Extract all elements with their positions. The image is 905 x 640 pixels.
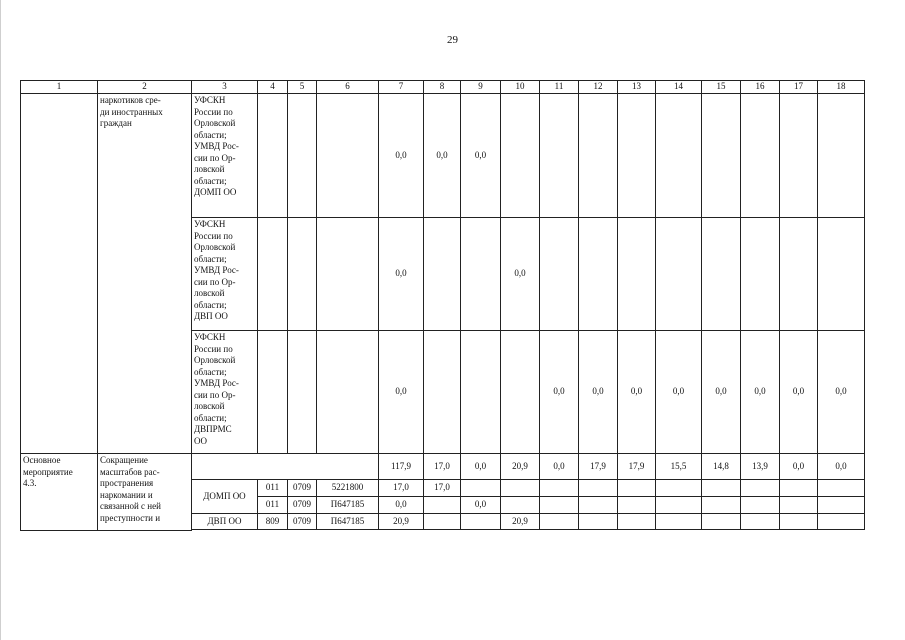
column-header: 1 [21,81,98,94]
column-header: 14 [656,81,702,94]
page-edge [0,0,1,640]
value-cell [702,218,741,331]
continued-row [21,94,865,218]
column-header: 8 [424,81,461,94]
value-cell [618,497,656,514]
column-header: 12 [579,81,618,94]
total-value-cell: 20,9 [501,454,540,480]
value-cell [818,480,865,497]
value-cell [780,497,818,514]
value-cell [424,514,461,530]
value-cell [258,94,288,218]
value-cell: 0,0 [379,94,424,218]
value-cell [702,514,741,530]
value-cell [579,497,618,514]
measure-number-cell: Основное мероприятие 4.3. [21,454,98,531]
value-cell [461,480,501,497]
value-cell: 0,0 [501,218,540,331]
column-header: 15 [702,81,741,94]
total-value-cell: 17,9 [618,454,656,480]
value-cell [461,331,501,454]
value-cell: 0,0 [656,331,702,454]
value-cell [780,480,818,497]
measure-name-cell: Сокращение масштабов рас- пространения наркомании и связанной с ней преступности и [98,454,192,531]
value-cell [579,94,618,218]
value-cell: 0,0 [379,218,424,331]
column-header: 2 [98,81,192,94]
column-header: 9 [461,81,501,94]
measure-total-row [21,454,865,480]
value-cell [618,480,656,497]
total-value-cell: 117,9 [379,454,424,480]
value-cell [540,218,579,331]
program-table [20,80,865,531]
value-cell [424,331,461,454]
value-cell [317,94,379,218]
value-cell [618,94,656,218]
value-cell [818,497,865,514]
column-header: 13 [618,81,656,94]
column-header: 4 [258,81,288,94]
total-value-cell: 15,5 [656,454,702,480]
total-value-cell: 0,0 [780,454,818,480]
measure-name-cell: наркотиков сре- ди иностранных граждан [98,94,192,454]
total-value-cell: 14,8 [702,454,741,480]
executor-cell: УФСКН России по Орловской области; УМВД Рос- сии по Ор- ловской области; ДВП ОО [192,218,258,331]
value-cell: 0,0 [540,331,579,454]
value-cell [424,497,461,514]
value-cell [818,94,865,218]
value-cell [818,514,865,530]
column-header: 17 [780,81,818,94]
value-cell [288,331,317,454]
value-cell [741,497,780,514]
column-header: 5 [288,81,317,94]
total-value-cell: 0,0 [818,454,865,480]
code-cell: 5221800 [317,480,379,497]
value-cell [702,94,741,218]
code-cell: 0709 [288,480,317,497]
code-cell: П647185 [317,497,379,514]
column-header: 3 [192,81,258,94]
column-header: 18 [818,81,865,94]
value-cell [501,497,540,514]
value-cell: 17,0 [424,480,461,497]
executor-cell: ДОМП ОО [192,480,258,514]
column-header: 11 [540,81,579,94]
value-cell [656,218,702,331]
code-cell: 011 [258,480,288,497]
value-cell [317,218,379,331]
value-cell [656,480,702,497]
value-cell [258,331,288,454]
total-value-cell: 0,0 [540,454,579,480]
total-label-cell [192,454,379,480]
value-cell [780,218,818,331]
value-cell [317,331,379,454]
total-value-cell: 13,9 [741,454,780,480]
value-cell [501,331,540,454]
value-cell [618,514,656,530]
value-cell: 20,9 [501,514,540,530]
value-cell [741,480,780,497]
value-cell [579,218,618,331]
value-cell: 0,0 [461,497,501,514]
value-cell [656,94,702,218]
value-cell: 0,0 [424,94,461,218]
value-cell: 0,0 [618,331,656,454]
value-cell: 0,0 [818,331,865,454]
header-row [21,81,865,94]
column-header: 6 [317,81,379,94]
value-cell [461,218,501,331]
value-cell [741,514,780,530]
value-cell [618,218,656,331]
executor-cell: УФСКН России по Орловской области; УМВД Рос- сии по Ор- ловской области; ДОМП ОО [192,94,258,218]
value-cell: 0,0 [741,331,780,454]
executor-cell: ДВП ОО [192,514,258,530]
value-cell: 0,0 [379,497,424,514]
value-cell [540,514,579,530]
column-header: 10 [501,81,540,94]
value-cell: 0,0 [780,331,818,454]
value-cell [258,218,288,331]
value-cell [501,94,540,218]
column-header: 7 [379,81,424,94]
value-cell [288,218,317,331]
value-cell [579,514,618,530]
value-cell [656,514,702,530]
code-cell: 809 [258,514,288,530]
value-cell [288,94,317,218]
value-cell [741,94,780,218]
value-cell [579,480,618,497]
value-cell [540,480,579,497]
value-cell [461,514,501,530]
code-cell: 0709 [288,497,317,514]
value-cell [540,497,579,514]
total-value-cell: 17,9 [579,454,618,480]
value-cell [424,218,461,331]
column-header: 16 [741,81,780,94]
value-cell: 0,0 [702,331,741,454]
value-cell [780,94,818,218]
total-value-cell: 17,0 [424,454,461,480]
value-cell [780,514,818,530]
code-cell: П647185 [317,514,379,530]
value-cell: 17,0 [379,480,424,497]
value-cell: 0,0 [461,94,501,218]
value-cell [540,94,579,218]
value-cell [702,480,741,497]
total-value-cell: 0,0 [461,454,501,480]
code-cell: 0709 [288,514,317,530]
page-number: 29 [447,34,458,46]
value-cell [656,497,702,514]
value-cell [702,497,741,514]
value-cell: 0,0 [579,331,618,454]
code-cell: 011 [258,497,288,514]
value-cell: 20,9 [379,514,424,530]
value-cell [501,480,540,497]
executor-cell: УФСКН России по Орловской области; УМВД Рос- сии по Ор- ловской области; ДВПРМС ОО [192,331,258,454]
value-cell [741,218,780,331]
col1-cell [21,94,98,454]
value-cell: 0,0 [379,331,424,454]
value-cell [818,218,865,331]
spacer-cell [192,530,865,531]
